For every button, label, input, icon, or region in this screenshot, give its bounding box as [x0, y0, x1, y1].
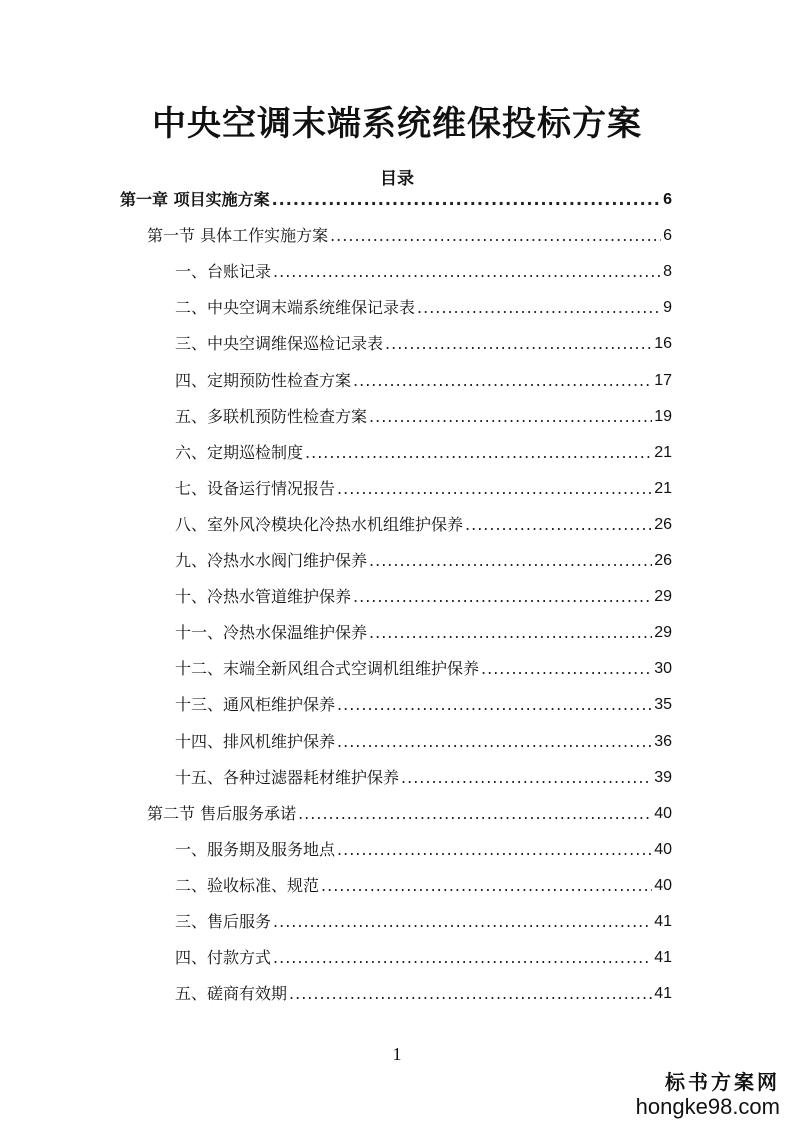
toc-entry-title: 九、冷热水水阀门维护保养: [175, 551, 368, 570]
toc-entry-title: 五、多联机预防性检查方案: [175, 406, 368, 426]
toc-entry[interactable]: [175, 330, 672, 354]
toc-leader-dots: [321, 876, 652, 896]
toc-entry[interactable]: [175, 764, 672, 788]
toc-entry[interactable]: [175, 439, 672, 463]
toc-entry[interactable]: [175, 367, 672, 391]
toc-entry[interactable]: [175, 583, 672, 607]
watermark-logo: [636, 1066, 780, 1119]
toc-entry-page: 41: [654, 949, 672, 967]
toc-leader-dots: [481, 659, 652, 679]
toc-leader-dots: [353, 587, 652, 607]
toc-entry-title: 十三、通风柜维护保养: [175, 695, 336, 715]
toc-entry[interactable]: [175, 655, 672, 679]
toc-entry-page: 41: [654, 913, 672, 930]
toc-entry-title: 二、验收标准、规范: [175, 875, 320, 895]
watermark-url: hongke98.com: [635, 1094, 780, 1119]
toc-leader-dots: [289, 984, 652, 1004]
toc-entry[interactable]: [175, 728, 672, 752]
toc-entry-title: 七、设备运行情况报告: [175, 478, 336, 498]
toc-entry-page: 41: [654, 985, 672, 1003]
toc-entry-page: 40: [654, 804, 672, 822]
toc-entry[interactable]: [175, 691, 672, 715]
toc-entry-title: 五、磋商有效期: [175, 984, 288, 1004]
toc-leader-dots: [353, 371, 652, 391]
toc-entry[interactable]: [175, 980, 672, 1004]
toc-leader-dots: [385, 334, 652, 354]
toc-leader-dots: [401, 768, 652, 788]
toc-entry-title: 八、室外风冷模块化冷热水机组维护保养: [175, 514, 464, 534]
toc-entry-page: 26: [654, 552, 672, 569]
toc-leader-dots: [273, 262, 661, 282]
toc-entry[interactable]: [175, 944, 672, 968]
toc-leader-dots: [305, 443, 652, 463]
toc-entry[interactable]: [175, 511, 672, 535]
toc-entry-title: 十五、各种过滤器耗材维护保养: [175, 767, 400, 787]
toc-entry-title: 第二节 售后服务承诺: [147, 803, 297, 823]
toc-entry[interactable]: [175, 872, 672, 896]
page-number: 1: [392, 1044, 402, 1064]
toc-leader-dots: [465, 515, 652, 535]
toc-entry-title: 一、服务期及服务地点: [175, 839, 336, 859]
toc-entry[interactable]: [147, 222, 672, 246]
toc-entry[interactable]: [175, 403, 672, 427]
toc-heading: 目录: [380, 169, 414, 189]
toc-entry-title: 十一、冷热水保温维护保养: [175, 623, 368, 643]
toc-entry-title: 三、中央空调维保巡检记录表: [175, 334, 384, 354]
toc-leader-dots: [369, 623, 652, 643]
toc-entry-page: 17: [654, 371, 672, 389]
toc-leader-dots: [337, 732, 652, 752]
toc-entry-title: 十二、末端全新风组合式空调机组维护保养: [175, 659, 480, 679]
toc-entry-page: 8: [663, 263, 672, 281]
toc-leader-dots: [337, 479, 652, 499]
toc-entry-page: 26: [654, 515, 672, 533]
toc-entry-title: 三、售后服务: [175, 912, 272, 931]
toc-leader-dots: [272, 190, 662, 210]
toc-entry-page: 6: [663, 191, 672, 208]
toc-entry[interactable]: [175, 475, 672, 499]
toc-leader-dots: [337, 840, 652, 860]
toc-entry-page: 29: [654, 624, 672, 642]
toc-leader-dots: [369, 407, 652, 427]
toc-entry-page: 9: [663, 299, 672, 317]
toc-leader-dots: [330, 226, 661, 246]
toc-entry-page: 21: [654, 479, 672, 497]
toc-entry-page: 21: [654, 443, 672, 461]
toc-entry[interactable]: [175, 908, 672, 932]
toc-entry[interactable]: [147, 800, 672, 824]
toc-entry-title: 六、定期巡检制度: [175, 442, 304, 462]
toc-entry-title: 十四、排风机维护保养: [175, 731, 336, 751]
toc-entry-page: 40: [654, 876, 672, 894]
toc-entry-page: 6: [663, 227, 672, 245]
toc-entry[interactable]: [175, 547, 672, 571]
toc-entry-page: 30: [654, 660, 672, 678]
toc-entry-title: 四、定期预防性检查方案: [175, 370, 352, 390]
toc-entry-title: 第一章 项目实施方案: [120, 190, 270, 209]
toc-entry-page: 40: [654, 840, 672, 858]
toc-entry-page: 36: [654, 732, 672, 750]
toc-leader-dots: [417, 298, 661, 318]
toc-leader-dots: [298, 804, 652, 824]
toc-entry-page: 39: [654, 768, 672, 786]
watermark-brand: 标书方案网: [665, 1070, 780, 1094]
toc-entry[interactable]: [175, 836, 672, 860]
toc-leader-dots: [337, 695, 652, 715]
toc-entry[interactable]: [120, 186, 672, 210]
toc-entry[interactable]: [175, 294, 672, 318]
toc-entry-title: 第一节 具体工作实施方案: [147, 226, 329, 246]
toc-entry-title: 二、中央空调末端系统维保记录表: [175, 298, 416, 318]
toc-entry-page: 16: [654, 335, 672, 353]
document-title: 中央空调末端系统维保投标方案: [152, 104, 642, 144]
toc-entry-title: 四、付款方式: [175, 948, 272, 968]
toc-entry[interactable]: [175, 619, 672, 643]
toc-leader-dots: [369, 551, 652, 571]
toc-leader-dots: [273, 912, 652, 932]
toc-leader-dots: [273, 948, 652, 968]
toc-entry-page: 35: [654, 696, 672, 714]
toc-entry-page: 29: [654, 588, 672, 606]
toc-entry-title: 一、台账记录: [175, 262, 272, 282]
toc-entry-page: 19: [654, 407, 672, 425]
toc-entry[interactable]: [175, 258, 672, 282]
toc-entry-title: 十、冷热水管道维护保养: [175, 587, 352, 607]
